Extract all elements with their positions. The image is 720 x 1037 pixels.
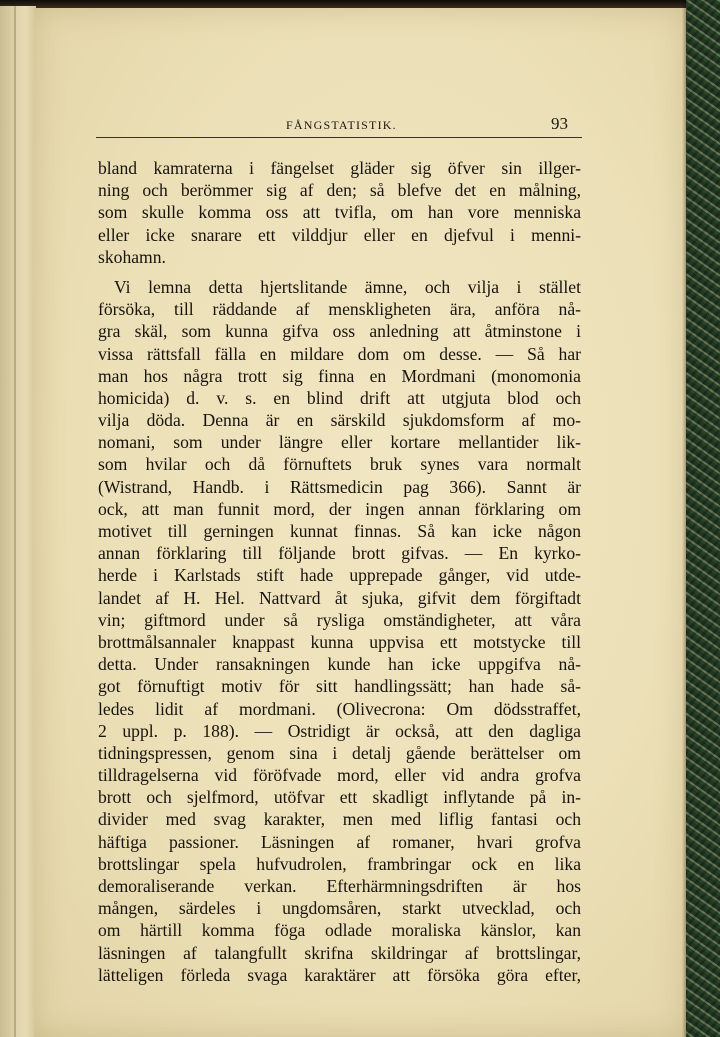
text-line: som skulle komma oss att tvifla, om han vore menniska (98, 202, 581, 223)
text-line: detta. Under ransakningen kunde han icke uppgifva nå- (98, 654, 581, 675)
text-line: demoraliserande verkan. Efterhärmningsdriften är hos (98, 876, 581, 896)
text-line: got förnuftigt motiv för sitt handlingssätt; han hade så- (98, 676, 581, 697)
binding-strip (0, 0, 720, 8)
header-rule (96, 137, 582, 138)
text-line: brottmålsannaler knappast kunna uppvisa ett motstycke till (98, 631, 581, 652)
text-line: ledes lidit af mordmani. (Olivecrona: Om dödsstraffet, (98, 698, 581, 719)
text-line: som hvilar och då förnuftets bruk synes vara normalt (98, 454, 581, 475)
text-line: brott och sjelfmord, utöfvar ett skadligt inflytande på in- (98, 787, 581, 808)
paragraph (98, 276, 581, 986)
text-line: gra skäl, som kunna gifva oss anledning att åtminstone i (98, 321, 581, 342)
text-line: annan förklaring till följande brott gifvas. — En kyrko- (98, 543, 581, 564)
page-number: 93 (551, 114, 568, 133)
text-line: vilja döda. Denna är en särskild sjukdomsform af mo- (98, 410, 581, 431)
text-line: Vi lemna detta hjertslitande ämne, och vilja i stället (114, 276, 581, 297)
text-line: försöka, till räddande af menskligheten ära, anföra nå- (98, 299, 581, 320)
text-line: tidningspressen, genom sina i detalj gående berättelser om (98, 742, 581, 763)
text-line: man hos några trott sig finna en Mordmani (monomonia (98, 365, 581, 386)
running-head (96, 114, 580, 136)
marbled-cover-edge (686, 0, 720, 1037)
text-line: tilldragelserna vid föröfvade mord, eller vid andra grofva (98, 765, 581, 786)
text-line: homicida) d. v. s. en blind drift att utgjuta blod och (98, 387, 581, 408)
text-line: 2 uppl. p. 188). — Ostridigt är också, att den dagliga (98, 720, 581, 741)
paragraph-gap (98, 268, 581, 276)
text-line: häftiga passioner. Läsningen af romaner, hvari grofva (98, 831, 581, 852)
text-line: motivet till gerningen kunnat finnas. Så kan icke någon (98, 521, 581, 541)
text-line: läsningen af talangfullt skrifna skildringar af brottslingar, (98, 942, 581, 963)
text-line: vin; giftmord under så rysliga omständigheter, att våra (98, 609, 581, 630)
text-line: bland kamraterna i fängelset gläder sig öfver sin illger- (98, 158, 581, 178)
text-line: herde i Karlstads stift hade upprepade gånger, vid utde- (98, 565, 581, 586)
text-line: lätteligen förleda svaga karaktärer att försöka göra efter, (98, 964, 581, 985)
text-line: ock, att man funnit mord, der ingen annan förklaring om (98, 498, 581, 519)
gutter-fold (14, 6, 16, 1037)
text-line: nomani, som under längre eller kortare mellantider lik- (98, 432, 581, 453)
text-line: landet af H. Hel. Nattvard åt sjuka, gifvit dem förgiftadt (98, 587, 581, 608)
text-line: mången, särdeles i ungdomsåren, starkt utvecklad, och (98, 898, 581, 919)
text-line: ning och berömmer sig af den; så blefve det en målning, (98, 180, 581, 201)
text-line: om härtill komma föga odlade moraliska känslor, kan (98, 920, 581, 941)
text-line: divider med svag karakter, men med liflig fantasi och (98, 809, 581, 830)
running-title: FÅNGSTATISTIK. (286, 118, 397, 132)
text-line: skohamn. (98, 246, 166, 267)
body-text (98, 157, 581, 986)
paragraph (98, 157, 581, 268)
text-line: eller icke snarare ett vilddjur eller en djefvul i menni- (98, 224, 581, 245)
previous-page-edge (0, 6, 36, 1037)
text-line: (Wistrand, Handb. i Rättsmedicin pag 366). Sannt är (98, 476, 581, 497)
text-line: vissa rättsfall fälla en mildare dom om desse. — Så har (98, 343, 581, 364)
text-line: brottslingar spela hufvudrolen, frambringar ock en lika (98, 853, 581, 874)
